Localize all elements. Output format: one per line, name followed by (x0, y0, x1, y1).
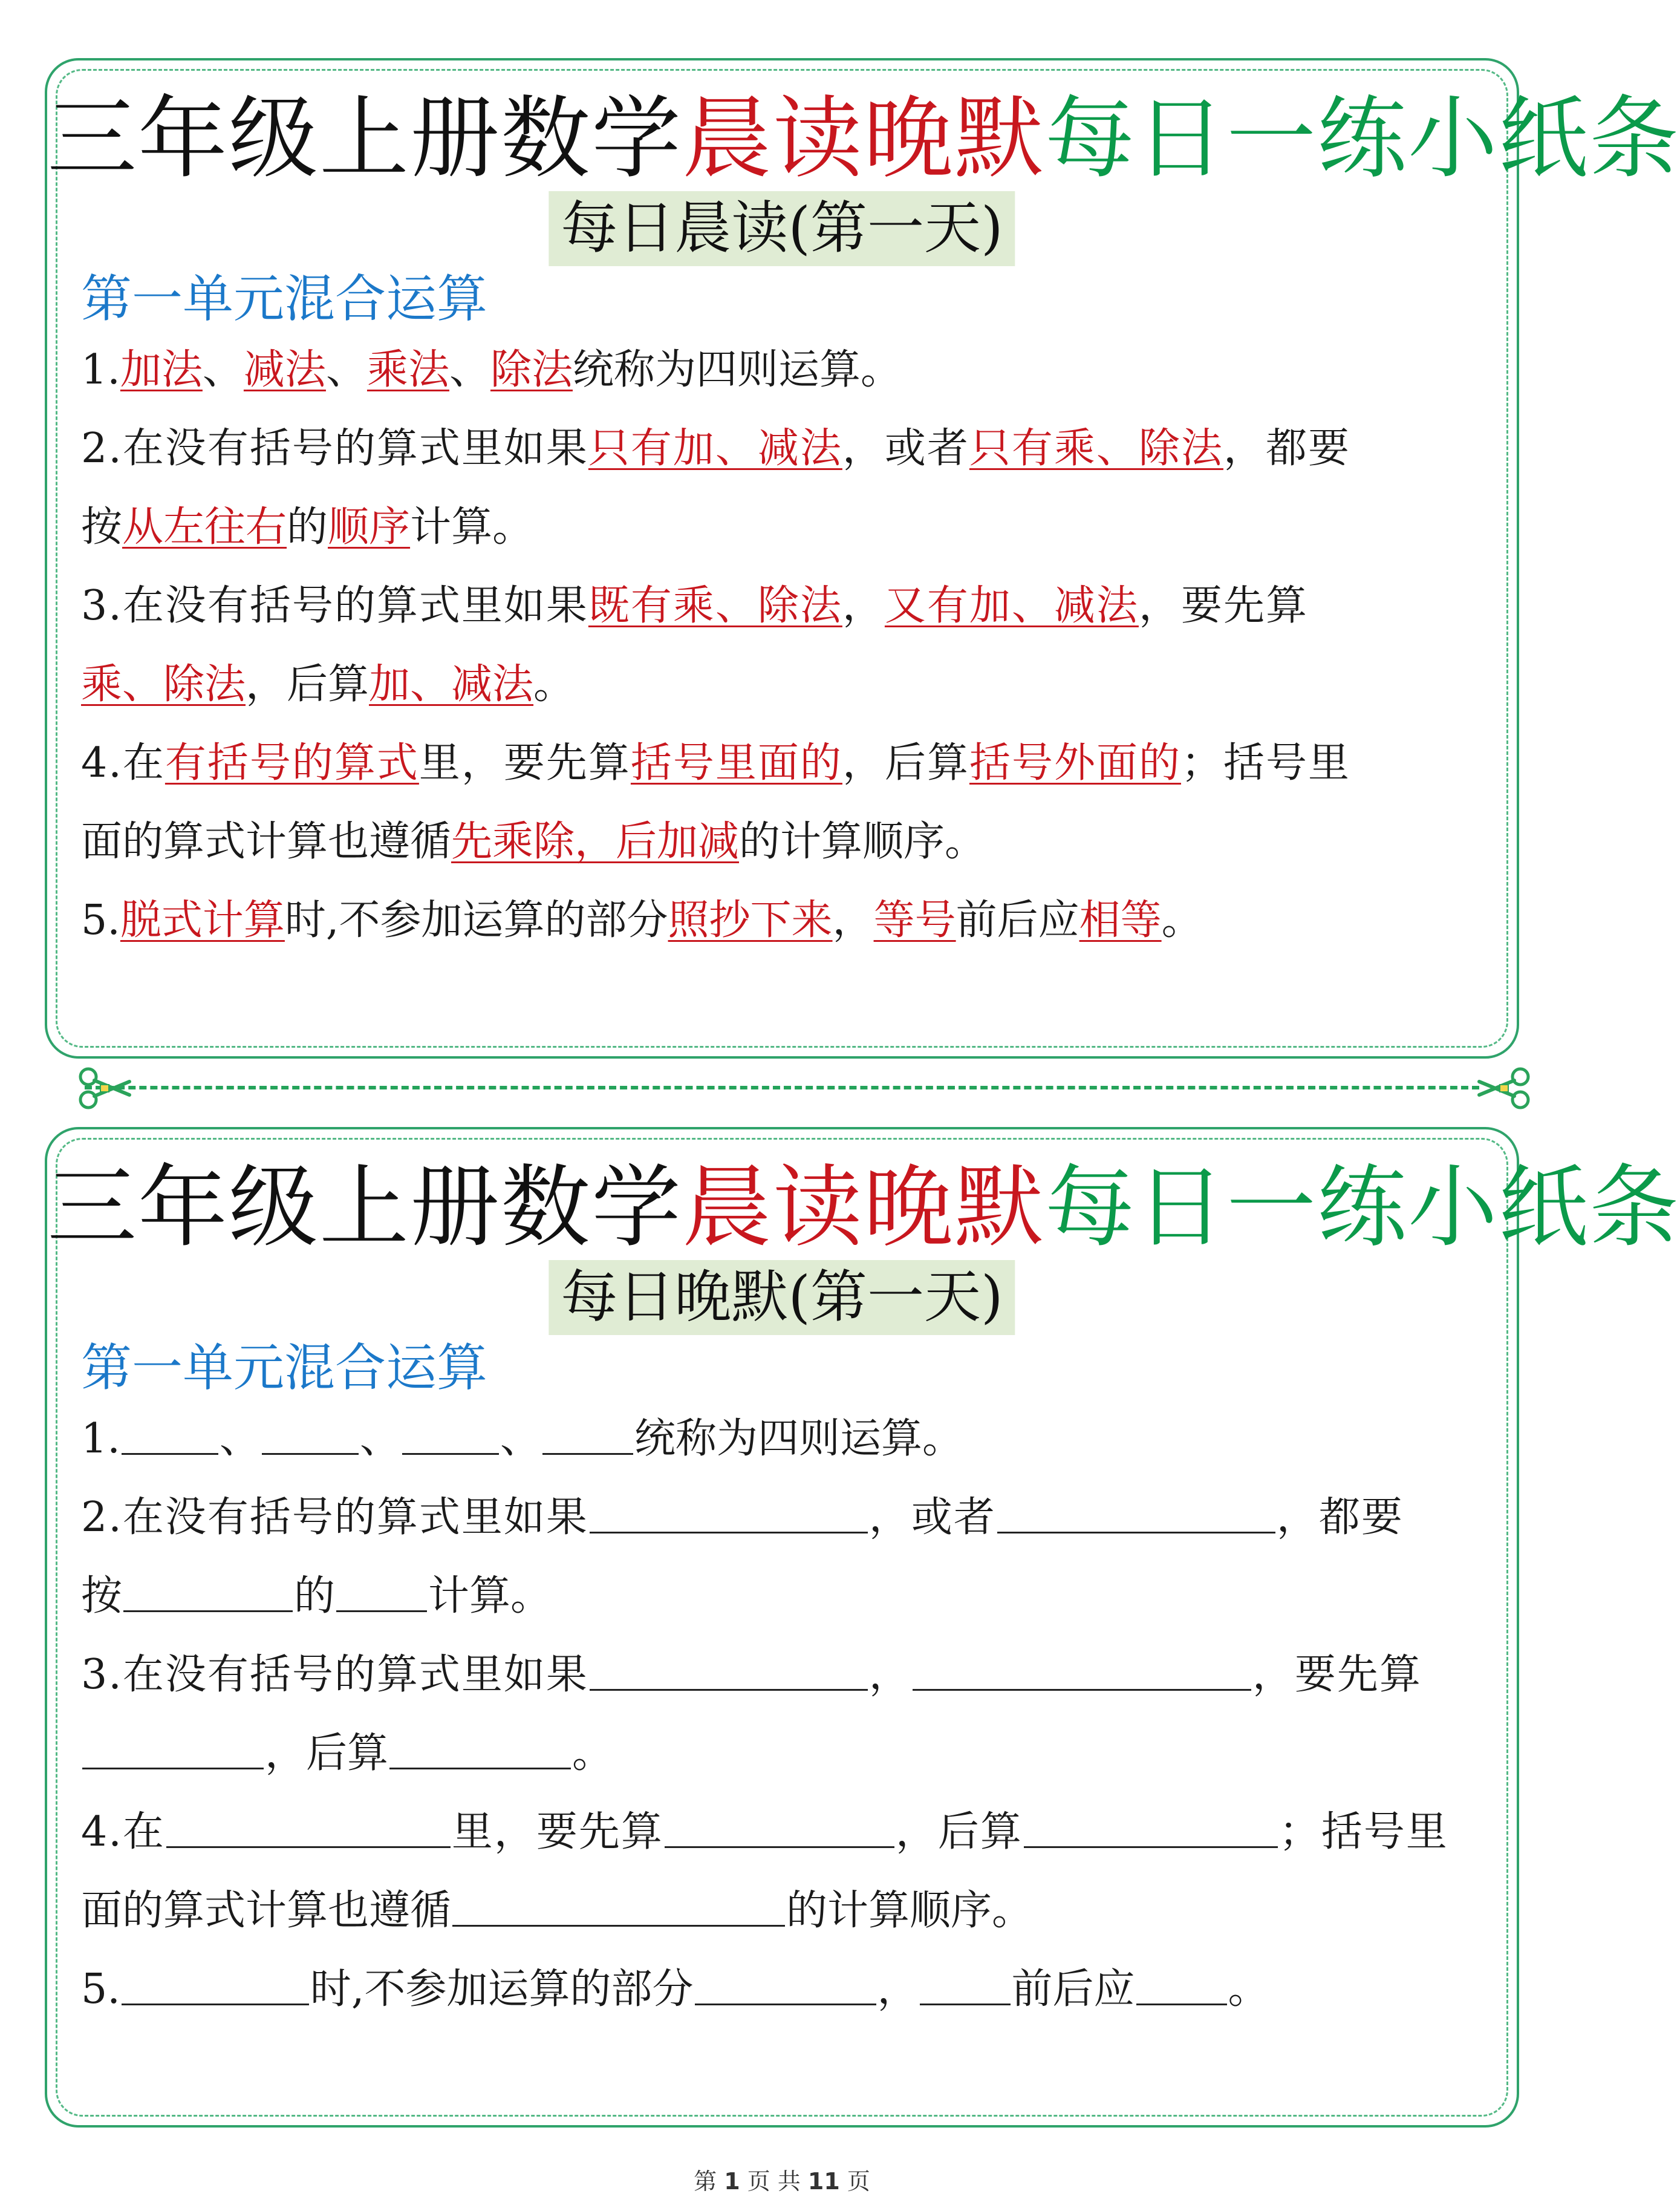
evening-subtitle: 每日晚默(第一天) (549, 1260, 1015, 1335)
evening-item-1 (81, 1409, 963, 1469)
cut-line (85, 1086, 1479, 1089)
item-text: 。 (533, 661, 575, 708)
evening-item-2-line-2 (81, 1566, 552, 1627)
answer-blank (590, 1531, 868, 1533)
answer-text: 除法 (490, 346, 573, 394)
answer-text: 只有乘、除法 (969, 425, 1223, 472)
answer-text: 相等 (1079, 896, 1162, 944)
morning-subtitle: 每日晨读(第一天) (549, 191, 1015, 266)
item-text: 。 (1228, 1965, 1269, 2013)
footer-text: 页 共 (747, 2168, 801, 2195)
item-text: 3.在没有括号的算式里如果 (81, 1651, 588, 1699)
item-text: 里，要先算 (451, 1808, 663, 1856)
evening-item-2-line-1 (81, 1488, 1404, 1548)
answer-blank (123, 1610, 293, 1612)
answer-text: 加法 (120, 346, 203, 394)
morning-item-2-line-1 (81, 419, 1350, 479)
answer-blank (695, 2003, 876, 2005)
item-text: ，或者 (868, 1494, 996, 1541)
item-text: 2.在没有括号的算式里如果 (81, 1494, 588, 1541)
morning-section-heading: 第一单元混合运算 (81, 269, 488, 328)
answer-text: 有括号的算式 (164, 739, 419, 787)
page-footer (0, 2163, 1564, 2196)
answer-blank (1136, 2003, 1227, 2005)
answer-blank (542, 1452, 633, 1455)
item-text: 的 (294, 1572, 336, 1620)
item-text: 。 (572, 1729, 614, 1777)
answer-blank (389, 1767, 571, 1769)
item-text: 4.在 (81, 1808, 165, 1856)
item-text: 时,不参加运算的部分 (310, 1965, 694, 2013)
item-text: ，都要 (1223, 425, 1350, 472)
item-text: ， (842, 582, 885, 630)
morning-title (47, 81, 1680, 196)
item-text: ，要先算 (1252, 1651, 1422, 1699)
item-text: ；括号里 (1180, 739, 1350, 787)
answer-blank (262, 1452, 359, 1455)
item-text: ， (877, 1965, 919, 2013)
answer-blank (336, 1610, 427, 1612)
scissors-icon (1476, 1067, 1531, 1109)
item-number: 5. (81, 1965, 120, 2013)
answer-text: 又有加、减法 (884, 582, 1139, 630)
answer-blank (82, 1767, 264, 1769)
evening-item-3-line-1 (81, 1645, 1422, 1705)
item-text: 前后应 (1011, 1965, 1135, 2013)
item-text: ，后算 (895, 1808, 1023, 1856)
item-text: ，后算 (265, 1729, 389, 1777)
answer-blank (913, 1688, 1251, 1691)
item-text: 的计算顺序。 (739, 818, 986, 866)
answer-text: 减法 (243, 346, 326, 394)
answer-blank (402, 1452, 499, 1455)
title-part-black: 三年级上册数学 (47, 1155, 682, 1259)
footer-text: 页 (847, 2168, 870, 2195)
item-text: 计算。 (428, 1572, 552, 1620)
scissors-icon (77, 1067, 133, 1109)
answer-blank (590, 1688, 868, 1691)
item-text: 计算。 (410, 503, 534, 551)
answer-text: 先乘除，后加减 (451, 818, 740, 866)
item-text: 按 (81, 1572, 123, 1620)
answer-text: 乘法 (366, 346, 449, 394)
item-text: ，后算 (246, 661, 370, 708)
item-text: ，后算 (842, 739, 969, 787)
answer-text: 从左往右 (122, 503, 287, 551)
morning-item-4-line-1 (81, 733, 1350, 794)
answer-blank (122, 1452, 218, 1455)
answer-text: 加、减法 (369, 661, 534, 708)
answer-blank (122, 2003, 309, 2005)
evening-item-4-line-1 (81, 1802, 1448, 1863)
evening-item-3-line-2 (81, 1723, 613, 1784)
evening-section-heading: 第一单元混合运算 (81, 1338, 488, 1397)
item-text: 前后应 (956, 896, 1079, 944)
evening-item-5 (81, 1959, 1269, 2020)
morning-item-3-line-2 (81, 655, 575, 715)
answer-blank (997, 1531, 1275, 1533)
separator: 、 (325, 346, 367, 394)
answer-text: 照抄下来 (668, 896, 833, 944)
item-text: 按 (81, 503, 123, 551)
item-text: 的 (287, 503, 328, 551)
answer-blank (1024, 1846, 1278, 1848)
answer-text: 括号外面的 (969, 739, 1181, 787)
morning-item-1 (81, 340, 902, 400)
title-part-black: 三年级上册数学 (47, 87, 682, 191)
answer-text: 只有加、减法 (588, 425, 842, 472)
morning-item-4-line-2 (81, 812, 986, 872)
title-part-green: 每日一练小纸条 (1045, 87, 1680, 191)
separator: 、 (219, 1415, 261, 1463)
answer-text: 既有乘、除法 (588, 582, 842, 630)
item-text: 3.在没有括号的算式里如果 (81, 582, 588, 630)
item-text: 的计算顺序。 (786, 1887, 1034, 1935)
morning-item-3-line-1 (81, 576, 1308, 636)
item-text: 2.在没有括号的算式里如果 (81, 425, 588, 472)
item-text: 统称为四则运算。 (634, 1415, 963, 1463)
title-part-red: 晨读晚默 (682, 1155, 1045, 1259)
answer-text: 括号里面的 (630, 739, 842, 787)
answer-blank (665, 1846, 894, 1848)
item-text: 里，要先算 (418, 739, 631, 787)
separator: 、 (500, 1415, 541, 1463)
separator: 、 (449, 346, 490, 394)
item-number: 1. (81, 346, 120, 394)
item-text: 统称为四则运算。 (573, 346, 902, 394)
item-number: 1. (81, 1415, 120, 1463)
answer-text: 脱式计算 (120, 896, 285, 944)
title-part-red: 晨读晚默 (682, 87, 1045, 191)
item-text: ；括号里 (1278, 1808, 1448, 1856)
item-text: ，要先算 (1138, 582, 1308, 630)
answer-blank (166, 1846, 451, 1848)
evening-item-4-line-2 (81, 1881, 1033, 1941)
answer-blank (452, 1924, 785, 1927)
item-text: ，都要 (1276, 1494, 1404, 1541)
answer-text: 乘、除法 (81, 661, 246, 708)
title-part-green: 每日一练小纸条 (1045, 1155, 1680, 1259)
evening-card (45, 1127, 1680, 2128)
separator: 、 (202, 346, 244, 394)
item-text: ， (868, 1651, 911, 1699)
item-text: 面的算式计算也遵循 (81, 1887, 452, 1935)
answer-blank (920, 2003, 1011, 2005)
item-text: ， (832, 896, 874, 944)
item-text: ，或者 (842, 425, 969, 472)
morning-card (45, 58, 1680, 1059)
item-text: 。 (1161, 896, 1203, 944)
answer-text: 顺序 (328, 503, 411, 551)
morning-item-2-line-2 (81, 497, 533, 558)
total-page-count: 11 (807, 2168, 840, 2195)
item-text: 时,不参加运算的部分 (284, 896, 668, 944)
morning-item-5 (81, 890, 1203, 951)
item-text: 4.在 (81, 739, 165, 787)
current-page-number: 1 (724, 2168, 740, 2195)
item-text: 面的算式计算也遵循 (81, 818, 452, 866)
item-number: 5. (81, 896, 120, 944)
footer-text: 第 (694, 2168, 717, 2195)
separator: 、 (359, 1415, 401, 1463)
answer-text: 等号 (873, 896, 956, 944)
evening-title (47, 1150, 1680, 1265)
